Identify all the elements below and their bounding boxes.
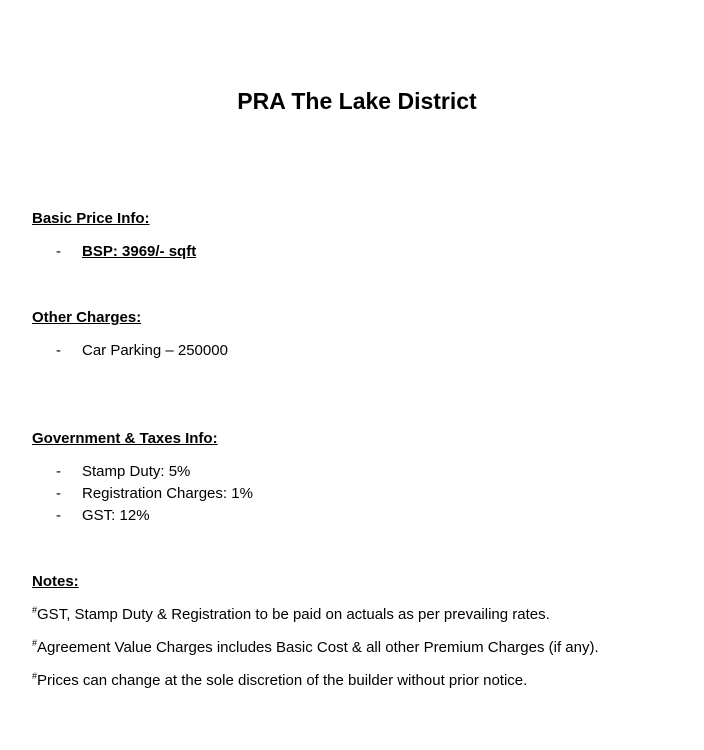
note-item	[32, 671, 527, 691]
other-charges-heading: Other Charges:	[32, 309, 142, 326]
basic-price-heading: Basic Price Info:	[32, 210, 150, 227]
note-text: GST, Stamp Duty & Registration to be paid on actuals as per prevailing rates.	[37, 606, 550, 623]
note-marker: #	[32, 638, 38, 648]
list-dash: -	[56, 485, 61, 502]
note-item	[32, 605, 550, 625]
list-dash: -	[56, 463, 61, 480]
note-item	[32, 638, 599, 658]
note-marker: #	[32, 671, 38, 681]
gst-rate: GST: 12%	[82, 507, 150, 524]
note-marker: #	[32, 605, 38, 615]
bsp-price: BSP: 3969/- sqft	[82, 243, 197, 260]
list-dash: -	[56, 507, 61, 524]
note-text: Prices can change at the sole discretion of the builder without prior notice.	[37, 672, 528, 689]
list-dash: -	[56, 243, 61, 260]
registration-charges: Registration Charges: 1%	[82, 485, 253, 502]
government-taxes-heading: Government & Taxes Info:	[32, 430, 218, 447]
note-text: Agreement Value Charges includes Basic Cost & all other Premium Charges (if any).	[37, 639, 599, 656]
notes-heading: Notes:	[32, 573, 79, 590]
car-parking-charge: Car Parking – 250000	[82, 342, 228, 359]
stamp-duty: Stamp Duty: 5%	[82, 463, 191, 480]
list-dash: -	[56, 342, 61, 359]
page-title: PRA The Lake District	[237, 88, 477, 114]
